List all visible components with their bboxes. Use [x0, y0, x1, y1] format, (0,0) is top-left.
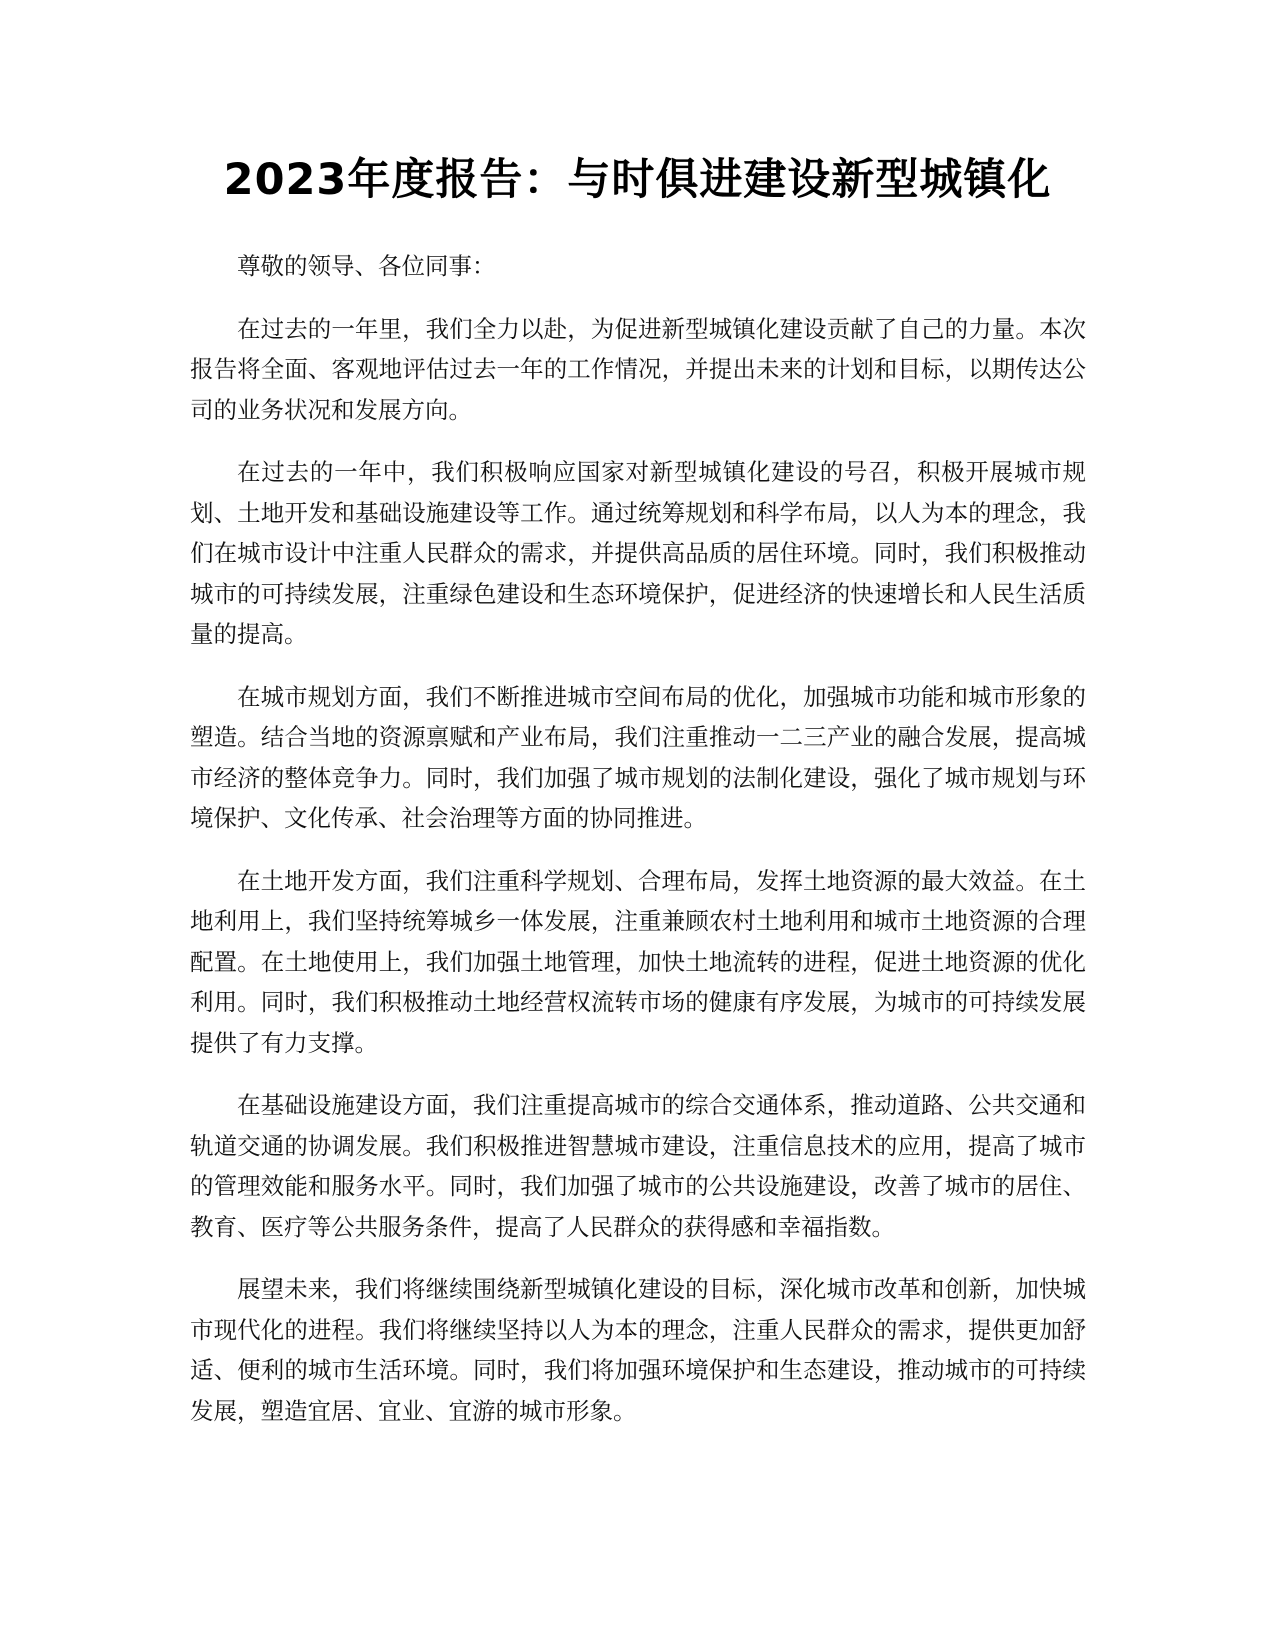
overview-paragraph: 在过去的一年中，我们积极响应国家对新型城镇化建设的号召，积极开展城市规划、土地开发和基础设施建设等工作。通过统筹规划和科学布局，以人为本的理念，我们在城市设计中注重人民群众的需求，并提供高品质的居住环境。同时，我们积极推动城市的可持续发展，注重绿色建设和生态环境保护，促进经济的快速增长和人民生活质量的提高。 [190, 458, 1086, 648]
salutation-paragraph: 尊敬的领导、各位同事： [237, 252, 496, 280]
outlook-paragraph: 展望未来，我们将继续围绕新型城镇化建设的目标，深化城市改革和创新，加快城市现代化的进程。我们将继续坚持以人为本的理念，注重人民群众的需求，提供更加舒适、便利的城市生活环境。同时，我们将加强环境保护和生态建设，推动城市的可持续发展，塑造宜居、宜业、宜游的城市形象。 [190, 1275, 1086, 1425]
document-title: 2023年度报告：与时俱进建设新型城镇化 [223, 155, 1052, 205]
document-body [190, 246, 1086, 1453]
infrastructure-paragraph: 在基础设施建设方面，我们注重提高城市的综合交通体系，推动道路、公共交通和轨道交通的协调发展。我们积极推进智慧城市建设，注重信息技术的应用，提高了城市的管理效能和服务水平。同时，我们加强了城市的公共设施建设，改善了城市的居住、教育、医疗等公共服务条件，提高了人民群众的获得感和幸福指数。 [190, 1091, 1086, 1241]
intro-paragraph: 在过去的一年里，我们全力以赴，为促进新型城镇化建设贡献了自己的力量。本次报告将全面、客观地评估过去一年的工作情况，并提出未来的计划和目标，以期传达公司的业务状况和发展方向。 [190, 314, 1086, 424]
land-development-paragraph: 在土地开发方面，我们注重科学规划、合理布局，发挥土地资源的最大效益。在土地利用上，我们坚持统筹城乡一体发展，注重兼顾农村土地利用和城市土地资源的合理配置。在土地使用上，我们加强土地管理，加快土地流转的进程，促进土地资源的优化利用。同时，我们积极推动土地经营权流转市场的健康有序发展，为城市的可持续发展提供了有力支撑。 [190, 866, 1086, 1057]
urban-planning-paragraph: 在城市规划方面，我们不断推进城市空间布局的优化，加强城市功能和城市形象的塑造。结合当地的资源禀赋和产业布局，我们注重推动一二三产业的融合发展，提高城市经济的整体竞争力。同时，我们加强了城市规划的法制化建设，强化了城市规划与环境保护、文化传承、社会治理等方面的协同推进。 [190, 682, 1086, 832]
